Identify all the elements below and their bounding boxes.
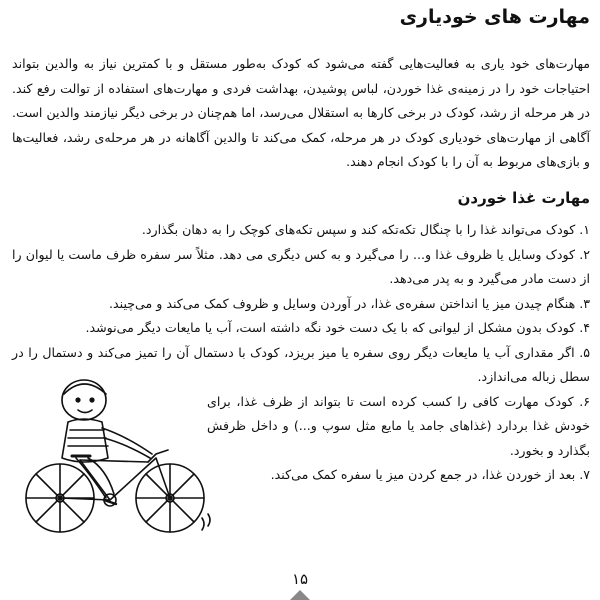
page-marker-triangle — [290, 590, 310, 600]
list-item-2: ۲. کودک وسایل یا ظروف غذا و... را می‌گیرد و به کس دیگری می دهد. مثلاً سر سفره ظرف ماست یا لیوان را از دست مادر می‌گیرد و به پدر می‌دهد. — [12, 246, 590, 286]
page-title: مهارت های خودیاری — [399, 6, 590, 28]
list-item-4: ۴. کودک بدون مشکل از لیوانی که با یک دست خود نگه داشته است، آب یا مایعات دیگر می‌نوشد. — [85, 320, 590, 335]
list-item-6: ۶. کودک مهارت کافی را کسب کرده است تا بتواند از ظرف غذا، برای خودش غذا بردارد (غذاهای جامد یا مایع مثل سوپ و...) و داخل ظرفش بگذارد و بخورد. — [207, 393, 590, 458]
list-item-3: ۳. هنگام چیدن میز یا انداختن سفره‌ی غذا، در آوردن وسایل و ظروف کمک می‌کند و می‌چیند. — [109, 295, 590, 311]
child-on-bicycle-illustration — [18, 370, 216, 538]
list-item-5: ۵. اگر مقداری آب یا مایعات دیگر روی سفره یا میز بریزد، کودک با دستمال آن را تمیز می‌کند و دستمال را در سطل زباله می‌اندازد. — [12, 344, 590, 384]
list-item-1: ۱. کودک می‌تواند غذا را با چنگال تکه‌تکه کند و سپس تکه‌های کوچک را به دهان بگذارد. — [141, 222, 590, 237]
intro-paragraph: مهارت‌های خود یاری به فعالیت‌هایی گفته می‌شود که کودک به‌طور مستقل و با کمترین نیاز به والدین بتواند احتیاجات خود را در زمینه‌ی غذا خوردن، لباس پوشیدن، بهداشت فردی و مهارت‌های استفاده از توالت رفع کند. در هر مرحله از رشد، کودک در برخی کارها به استقلال می‌رسد، اما هم‌چنان در برخی دیگر نیازمند والدین است. آگاهی از مهارت‌های خودیاری کودک در هر مرحله، کمک می‌کند تا والدین آگاهانه در هر مرحله‌ی رشد، فعالیت‌ها و بازی‌های مربوط به آن را با کودک انجام دهند. — [12, 56, 590, 169]
section-title: مهارت غذا خوردن — [457, 189, 590, 207]
list-item-7: ۷. بعد از خوردن غذا، در جمع کردن میز یا سفره کمک می‌کند. — [270, 467, 590, 482]
page-number: ۱۵ — [291, 570, 309, 588]
